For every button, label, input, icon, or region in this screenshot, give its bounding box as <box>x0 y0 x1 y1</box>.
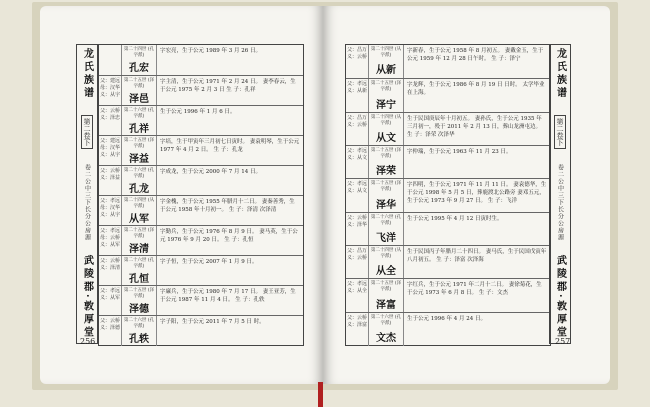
page-number: 256 <box>80 337 96 346</box>
generation-cell <box>121 196 157 226</box>
generation-cell <box>121 106 157 136</box>
generation-label: 第二十六世 (孔字派) <box>370 214 402 226</box>
generation-label: 第二十四世 (从字派) <box>370 47 402 58</box>
generation-cell <box>368 213 404 246</box>
person-details: 字廉兵，生于公元 1980 年 7 月 17 日。 妻王亚芳，生于公元 1987 年 11 月 4 日。 生 子：孔轶 <box>160 289 296 303</box>
ribbon-bookmark <box>318 382 323 407</box>
table-row <box>99 165 303 196</box>
parent-info: 父：云桥 义：泽富 <box>347 314 368 328</box>
generation-label: 第二十五世 (泽字派) <box>370 181 402 193</box>
volume-label: 第二卷下 <box>81 115 93 149</box>
parent-info: 父：孝远 义：从军 <box>100 288 121 301</box>
table-row <box>99 105 303 136</box>
person-name: 孔宏 <box>129 63 149 74</box>
person-name: 泽荣 <box>376 166 396 178</box>
person-name: 从文 <box>376 132 396 144</box>
branch-label: 卷二公中三下长分公房源 <box>83 163 91 241</box>
parent-info: 父：云桥 义：泽益 <box>100 168 121 181</box>
table-row <box>346 278 550 312</box>
table-row <box>99 45 303 75</box>
genealogy-table <box>98 44 304 346</box>
generation-cell <box>121 226 157 256</box>
person-name: 孔恒 <box>129 274 149 285</box>
table-row <box>99 135 303 166</box>
generation-cell <box>368 179 404 212</box>
table-row <box>346 178 550 212</box>
table-row <box>99 195 303 226</box>
generation-label: 第二十四世 (从字派) <box>370 114 402 126</box>
table-row <box>99 315 303 346</box>
table-row <box>346 45 550 78</box>
page-number: 257 <box>555 337 571 346</box>
branch-label: 卷二公中三下长分公房源 <box>556 163 564 241</box>
table-row <box>99 255 303 286</box>
person-details: 字勤兵，生于公元 1976 年 8 月 9 日。 妻马英，生于公元 1976 年 9 月 20 日。 生 子：孔恒 <box>160 229 298 243</box>
hall-name: 武陵郡·敦厚堂 <box>554 255 566 340</box>
person-details: 生于公元 1996 年 1 月 6 日。 <box>160 109 236 115</box>
generation-label: 第二十四世 (从字派) <box>370 248 402 259</box>
parent-info: 父：云桥 义：泽华 <box>347 214 368 228</box>
generation-label: 第二十六世 (孔字派) <box>123 258 155 269</box>
parent-info: 父：建远 母：汉华 义：从宇 <box>100 78 121 98</box>
person-details: 生于公元 1995 年 4 月 12 日寅时生。 <box>407 215 503 222</box>
person-name: 泽清 <box>129 244 149 255</box>
left-side-banner <box>76 44 98 344</box>
right-page <box>323 6 610 384</box>
parent-info: 父：昌万 义：云桥 <box>347 248 368 261</box>
table-row <box>346 112 550 146</box>
generation-label: 第二十六世 (孔字派) <box>370 314 402 326</box>
person-name: 孔龙 <box>129 184 149 195</box>
hall-name: 武陵郡·敦厚堂 <box>81 255 93 340</box>
generation-label: 第二十五世 (泽字派) <box>123 78 155 89</box>
generation-label: 第二十六世 (孔字派) <box>123 108 155 119</box>
person-name: 从全 <box>376 266 396 278</box>
table-row <box>346 312 550 346</box>
generation-label: 第二十五世 (泽字派) <box>123 138 155 149</box>
table-row <box>346 212 550 246</box>
generation-label: 第二十四世 (从字派) <box>123 198 155 209</box>
parent-info: 父：云桥 义：泽忠 <box>100 108 121 121</box>
generation-cell <box>121 136 157 166</box>
generation-label: 第二十五世 (泽字派) <box>370 148 402 159</box>
table-row <box>346 78 550 112</box>
person-name: 泽益 <box>129 154 149 165</box>
parent-info: 父：孝远 义：从新 <box>347 81 368 95</box>
person-name: 泽宁 <box>376 99 396 111</box>
table-row <box>346 245 550 279</box>
parent-info: 父：孝远 义：从文 <box>347 181 368 195</box>
generation-cell <box>368 313 404 346</box>
parent-info: 父：孝远 母：云桥 义：从军 <box>100 228 121 248</box>
person-details: 生于公元 1996 年 4 月 24 日。 <box>407 315 486 322</box>
parent-info: 父：孝远 母：汉华 义：从宇 <box>100 198 121 218</box>
person-name: 从军 <box>129 214 149 225</box>
person-details: 字新春，生于公元 1958 年 8 月初五。 妻戴金玉，生于公元 1959 年 12 月 28 日午时。 生 子：泽宁 <box>407 48 544 62</box>
generation-cell <box>121 316 157 346</box>
generation-cell <box>368 79 404 112</box>
parent-info: 父：孝远 义：从全 <box>347 281 368 295</box>
book-title: 龙氏族谱 <box>554 48 566 100</box>
book-title: 龙氏族谱 <box>81 48 93 100</box>
generation-cell <box>121 166 157 196</box>
generation-cell <box>368 113 404 146</box>
generation-label: 第二十六世 (孔字派) <box>123 168 155 179</box>
person-name: 泽邑 <box>129 94 149 105</box>
person-details: 字金槐，生于公元 1955 年腊月十二日。 妻秦善秀，生于公元 1958 年十月初一。 生 子：泽清 次泽清 <box>160 199 295 213</box>
generation-cell <box>121 76 157 106</box>
person-details: 字子恒，生于公元 2007 年 1 月 9 日。 <box>160 259 258 265</box>
person-name: 泽富 <box>376 299 396 311</box>
generation-label: 第二十五世 (泽字派) <box>370 81 402 93</box>
person-name: 从新 <box>376 65 396 77</box>
generation-label: 第二十五世 (泽字派) <box>123 288 155 299</box>
person-details: 字宏亮，生于公元 1989 年 3 月 26 日。 <box>160 48 261 54</box>
parent-info: 父：昌万 义：云桥 <box>347 114 368 128</box>
generation-cell <box>368 279 404 312</box>
person-details: 字仲瑞，生于公元 1963 年 11 月 23 日。 <box>407 149 512 155</box>
parent-info: 父：孝远 义：从文 <box>347 148 368 161</box>
person-details: 字龙辉，生于公元 1986 年 8 月 19 日 日时。 太学毕业在上海。 <box>407 82 545 97</box>
generation-label: 第二十六世 (孔字派) <box>123 318 155 329</box>
person-details: 字培，生于甲寅年三月初七日寅时。 妻袁明琴，生于公元 1977 年 4 月 2 日。 生 子：孔龙 <box>160 139 300 153</box>
table-row <box>99 225 303 256</box>
person-name: 泽华 <box>376 199 396 211</box>
parent-info: 父：云桥 义：泽清 <box>100 258 121 271</box>
genealogy-table <box>345 44 551 346</box>
person-details: 字红兵，生于公元 1971 年二月十二日。 妻徐菊花，生于公元 1973 年 6 月 8 日。 生 子：文杰 <box>407 282 542 297</box>
generation-cell <box>368 146 404 179</box>
generation-label: 第二十五世 (泽字派) <box>370 281 402 293</box>
parent-info: 父：建远 母：汉华 义：从宇 <box>100 138 121 158</box>
parent-info <box>99 45 121 75</box>
generation-cell <box>121 45 157 75</box>
table-row <box>99 285 303 316</box>
parent-info: 父：昌万 义：云桥 <box>347 47 368 60</box>
generation-cell <box>368 246 404 279</box>
person-details: 生于民国丙子年腊月二十四日。 妻马氏，生于民国戊寅年八月初五。 生 子：泽富 次泽海 <box>407 249 547 263</box>
person-details: 字主清，生于公元 1971 年 2 月 24 日。 妻李春云，生于公元 1975 年 2 月 3 日 生 子：孔祥 <box>160 79 296 93</box>
generation-label: 第二十四世 (孔字派) <box>123 47 155 58</box>
generation-cell <box>121 286 157 316</box>
generation-cell <box>121 256 157 286</box>
left-page <box>40 6 323 384</box>
person-details: 生于民国庚辰年十月初五。 妻孙氏，生于公元 1935 年三月初一，殁于 2011 年 2 月 13 日，葬山龙洲屯边。 生 子：泽荣 次泽华 <box>407 115 542 138</box>
right-side-banner <box>549 44 571 344</box>
generation-cell <box>368 45 404 78</box>
table-row <box>99 75 303 106</box>
person-name: 泽德 <box>129 304 149 315</box>
person-details: 字子阳，生于公元 2011 年 7 月 5 日 时。 <box>160 319 265 325</box>
parent-info: 父：云桥 义：泽德 <box>100 318 121 331</box>
volume-label: 第二卷下 <box>554 115 566 149</box>
person-name: 孔祥 <box>129 124 149 135</box>
person-name: 文杰 <box>376 332 396 344</box>
person-name: 飞洋 <box>376 232 396 244</box>
person-details: 字四明，生于公元 1971 年 11 月 11 日。 妻袁德华，生于公元 1998 年 5 月 5 日，葬鹿渡北公路旁 妻邓五元，生于公元 1973 年 9 月 27 日。 生 子：飞洋 <box>407 182 547 205</box>
person-details: 字成龙，生于公元 2000 年 7 月 14 日。 <box>160 169 261 175</box>
table-row <box>346 145 550 179</box>
person-name: 孔轶 <box>129 334 149 345</box>
generation-label: 第二十五世 (泽字派) <box>123 228 155 239</box>
